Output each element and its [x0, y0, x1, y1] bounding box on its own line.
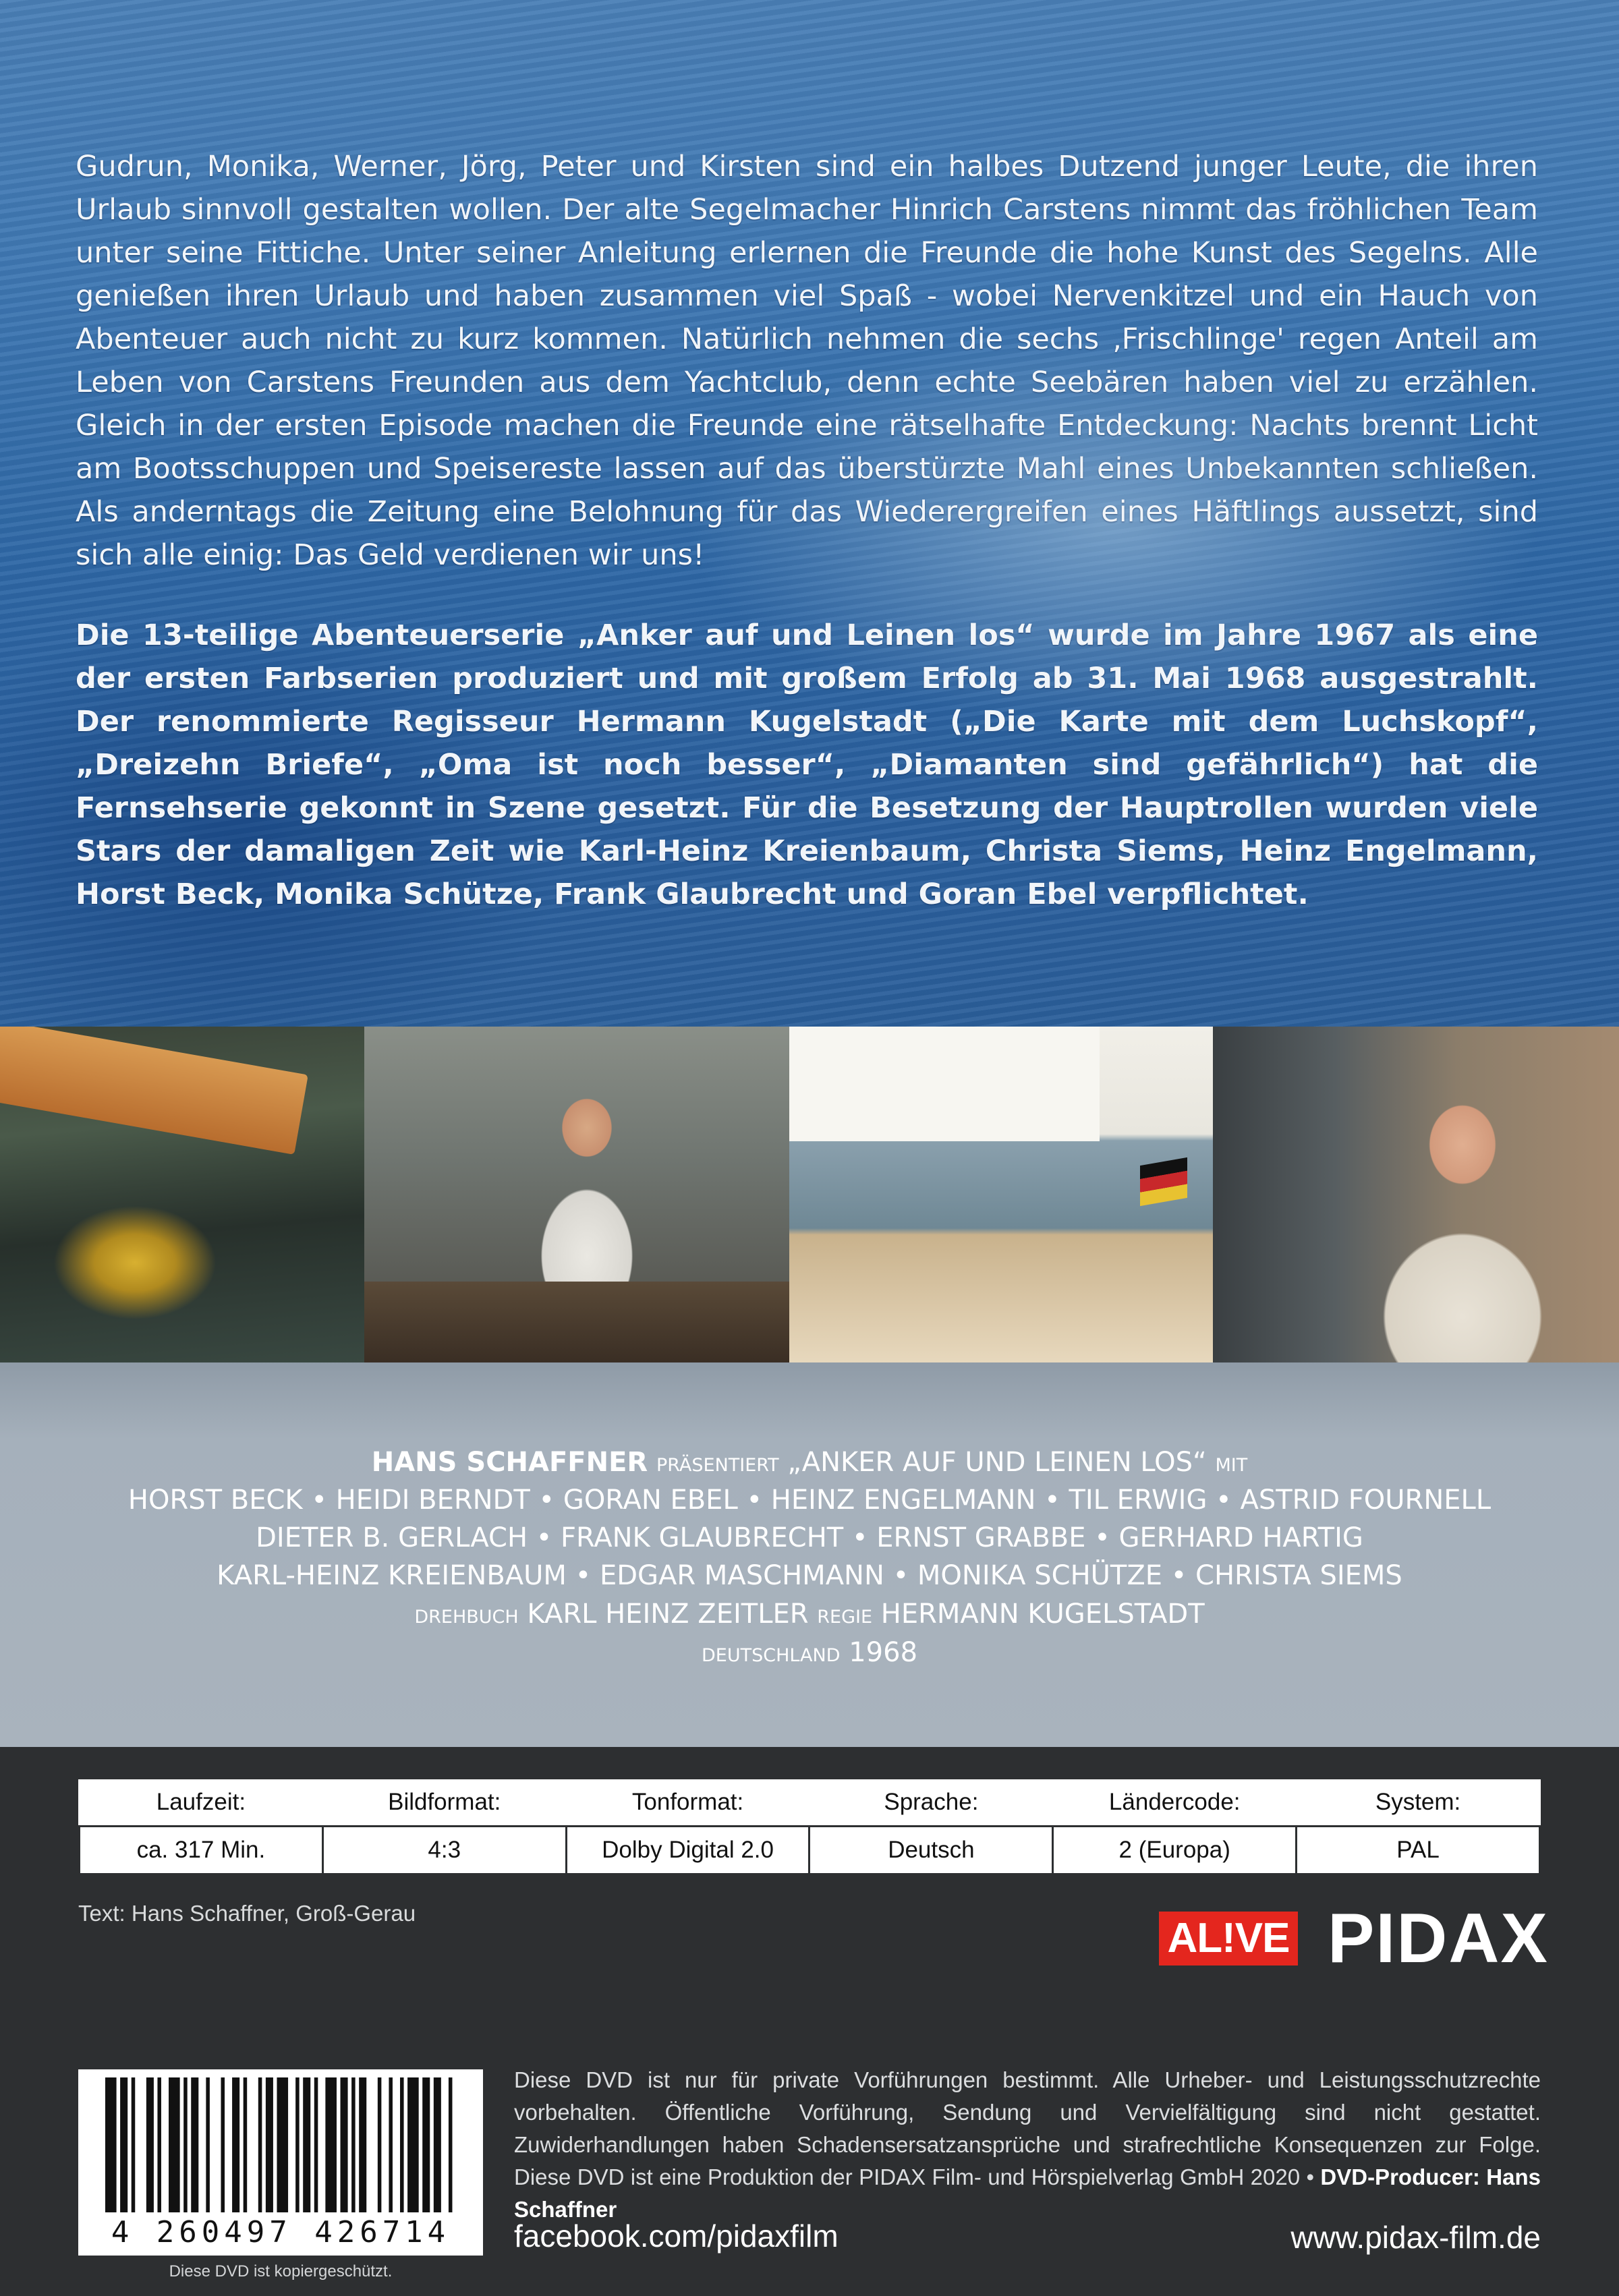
synopsis-panel: [0, 0, 1619, 1027]
director-label: REGIE: [817, 1607, 873, 1628]
cast-line-2: DIETER B. GERLACH • FRANK GLAUBRECHT • ERNST GRABBE • GERHARD HARTIG: [256, 1522, 1363, 1553]
tech-spec-header: Bildformat:: [388, 1789, 501, 1815]
crew-line: [0, 1595, 1619, 1636]
tech-spec-value: PAL: [1297, 1827, 1540, 1874]
scene-photo-strip: [0, 1027, 1619, 1362]
country: DEUTSCHLAND: [701, 1645, 841, 1666]
synopsis-paragraph-1: Gudrun, Monika, Werner, Jörg, Peter und Kirsten sind ein halbes Dutzend junger Leute, die ihren Urlaub sinnvoll gestalten wollen. Der alte Segelmacher Hinrich Carstens nimmt das fröhlichen Team unter seine Fittiche. Unter seiner Anleitung erlernen die Freunde die hohe Kunst des Segelns. Alle genießen ihren Urlaub und haben zusammen viel Spaß - wobei Nervenkitzel und ein Hauch von Abenteuer auch nicht zu kurz kommen. Natürlich nehmen die sechs ‚Frischlinge' regen Anteil am Leben von Carstens Freunden aus dem Yachtclub, denn echte Seebären haben viel zu erzählen. Gleich in der ersten Episode machen die Freunde eine rätselhafte Entdeckung: Nachts brennt Licht am Bootsschuppen und Speisereste lassen auf das überstürzte Mahl eines Unbekannten schließen. Als anderntags die Zeitung eine Belohnung für das Wiederergreifen eines Häftlings aussetzt, sind sich alle einig: Das Geld verdienen wir uns!: [76, 150, 1538, 572]
tech-spec-header: Ländercode:: [1108, 1789, 1241, 1815]
scene-photo-capsized-boat: [0, 1027, 364, 1362]
cast-line-3: KARL-HEINZ KREIENBAUM • EDGAR MASCHMANN • MONIKA SCHÜTZE • CHRISTA SIEMS: [217, 1560, 1402, 1591]
tech-spec-header: Tonformat:: [631, 1789, 744, 1815]
synopsis-paragraph-2: Die 13-teilige Abenteuerserie „Anker auf und Leinen los“ wurde im Jahre 1967 als eine der ersten Farbserien produziert und mit großem Erfolg ab 31. Mai 1968 ausgestrahlt. Der renommierte Regisseur Hermann Kugelstadt („Die Karte mit dem Luchskopf“, „Dreizehn Briefe“, „Oma ist noch besser“, „Diamanten sind gefährlich“) hat die Fernsehserie gekonnt in Szene gesetzt. Für die Besetzung der Hauptrollen wurden viele Stars der damaligen Zeit wie Karl-Heinz Kreienbaum, Christa Siems, Heinz Engelmann, Horst Beck, Monika Schütze, Frank Glaubrecht und Goran Ebel verpflichtet.: [76, 619, 1538, 911]
scene-photo-card-player: [1213, 1027, 1619, 1362]
series-title: „ANKER AUF UND LEINEN LOS“: [787, 1447, 1207, 1478]
credits-presenter-line: [0, 1443, 1619, 1485]
with-word: MIT: [1215, 1455, 1248, 1476]
copy-protection-note: Diese DVD ist kopiergeschützt.: [169, 2262, 393, 2280]
tech-spec-value: 2 (Europa): [1053, 1827, 1297, 1874]
facebook-link[interactable]: facebook.com/pidaxfilm: [514, 2218, 839, 2254]
legal-text: Diese DVD ist nur für private Vorführungen bestimmt. Alle Urheber- und Leistungsschutzrechte vorbehalten. Öffentliche Vorführung, Sendung und Vervielfältigung sind nicht gestattet. Zuwiderhandlungen haben Schadensersatzansprüche und strafrechtliche Konsequenzen zur Folge. Diese DVD ist eine Produktion der PIDAX Film- und Hörspielverlag GmbH 2020 •: [514, 2067, 1541, 2189]
barcode-digits: 4 260497 426714: [111, 2215, 451, 2249]
presenter-name: HANS SCHAFFNER: [371, 1447, 648, 1478]
screenplay-name: KARL HEINZ ZEITLER: [527, 1599, 809, 1630]
tech-spec-value: ca. 317 Min.: [80, 1827, 323, 1874]
barcode: [78, 2069, 483, 2256]
dvd-producer: DVD-Producer: Hans Schaffner: [514, 2164, 1541, 2222]
tech-spec-value: Deutsch: [810, 1827, 1053, 1874]
director-name: HERMANN KUGELSTADT: [880, 1599, 1205, 1630]
origin-line: [0, 1634, 1619, 1675]
tech-spec-header: Laufzeit:: [156, 1789, 246, 1815]
tech-spec-header: System:: [1375, 1789, 1461, 1815]
pidax-logo: PIDAX: [1328, 1899, 1549, 1978]
alive-logo: AL!VE: [1159, 1912, 1298, 1965]
tech-spec-table: [78, 1779, 1541, 1875]
tech-spec-value: Dolby Digital 2.0: [566, 1827, 810, 1874]
tech-spec-header-row: [80, 1779, 1540, 1827]
credits-block: [0, 1362, 1619, 1747]
cast-line-1: HORST BECK • HEIDI BERNDT • GORAN EBEL • HEINZ ENGELMANN • TIL ERWIG • ASTRID FOURNELL: [127, 1485, 1492, 1516]
barcode-bars: [105, 2077, 456, 2212]
screenplay-label: DREHBUCH: [414, 1607, 519, 1628]
scene-photo-sailboat: [789, 1027, 1213, 1362]
text-credit: Text: Hans Schaffner, Groß-Gerau: [78, 1901, 416, 1926]
tech-spec-value: 4:3: [322, 1827, 566, 1874]
year: 1968: [849, 1637, 918, 1668]
website-link[interactable]: www.pidax-film.de: [1290, 2220, 1541, 2255]
tech-spec-value-row: [80, 1827, 1540, 1874]
scene-photo-man-on-phone: [364, 1027, 789, 1362]
legal-notice: [514, 2064, 1541, 2226]
tech-spec-header: Sprache:: [884, 1789, 979, 1815]
presents-word: PRÄSENTIERT: [656, 1455, 779, 1476]
